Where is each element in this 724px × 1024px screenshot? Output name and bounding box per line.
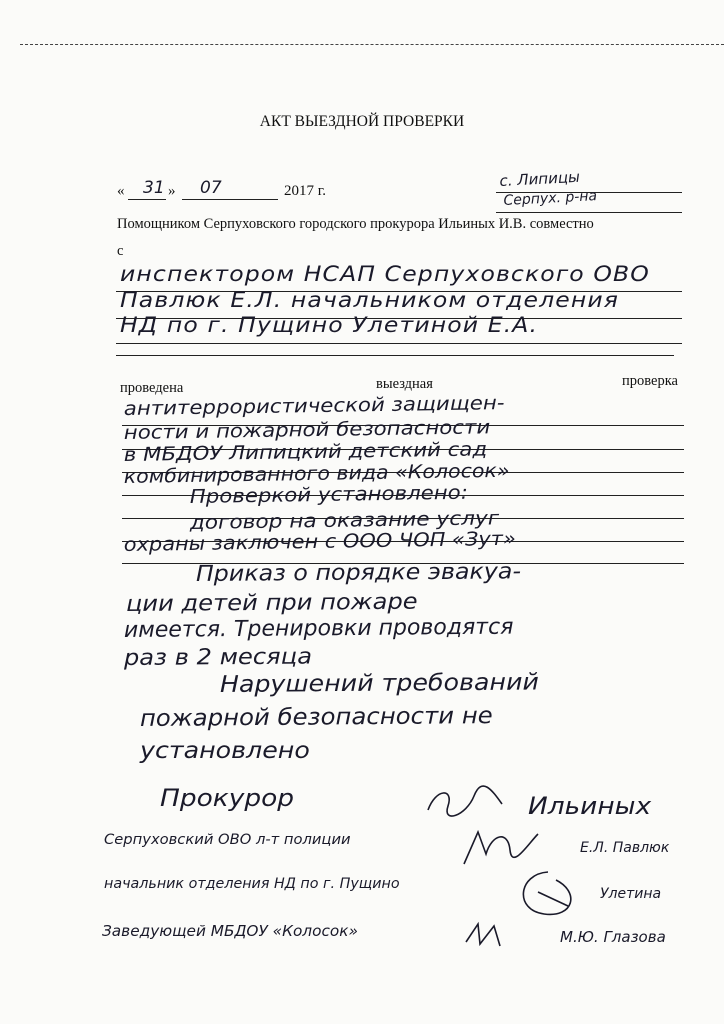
- date-day: 31: [143, 178, 165, 198]
- signature-4-role: Заведующей МБДОУ «Колосок»: [102, 922, 358, 940]
- signature-1-role: Прокурор: [160, 784, 295, 812]
- subject-line-1: антитеррористической защищен-: [123, 392, 505, 420]
- place-line-2: Серпух. р-на: [503, 188, 598, 209]
- subject-line-3: в МБДОУ Липицкий детский сад: [123, 438, 488, 466]
- conclusion-line-3: установлено: [140, 738, 310, 764]
- date-day-underline: [128, 199, 166, 200]
- signature-3-role: начальник отделения НД по г. Пущино: [104, 876, 400, 892]
- conclusion-line-1: Нарушений требований: [219, 669, 540, 698]
- intro-with: с: [117, 243, 124, 259]
- signature-1-name: Ильиных: [528, 792, 652, 820]
- participants-line-1: инспектором НСАП Серпуховского ОВО: [120, 262, 650, 286]
- subject-line-2: ности и пожарной безопасности: [123, 416, 491, 444]
- date-close-quote: »: [168, 183, 176, 199]
- top-dashed-rule: [20, 44, 724, 45]
- conclusion-line-2: пожарной безопасности не: [139, 703, 493, 732]
- participants-line-3: НД по г. Пущино Улетиной Е.А.: [120, 313, 539, 337]
- place-line-1: с. Липицы: [499, 167, 581, 190]
- signature-4-name: М.Ю. Глазова: [560, 928, 666, 946]
- participants-rule-3: [116, 343, 682, 344]
- signature-4-scribble-icon: [460, 918, 530, 952]
- signature-1-scribble-icon: [418, 782, 508, 822]
- findings-line-2: ции детей при пожаре: [125, 589, 418, 617]
- date-open-quote: «: [117, 183, 125, 199]
- place-underline-2: [496, 212, 682, 213]
- conducted-word-1: проведена: [120, 380, 184, 396]
- subject-line-5: Проверкой установлено:: [189, 481, 469, 508]
- document-title: АКТ ВЫЕЗДНОЙ ПРОВЕРКИ: [259, 113, 465, 130]
- signature-3-scribble-icon: [508, 862, 588, 922]
- signature-3-name: Улетина: [600, 886, 662, 902]
- subject-line-4: комбинированного вида «Колосок»: [123, 459, 510, 488]
- conducted-word-3: проверка: [622, 373, 678, 389]
- subject-line-7: охраны заключен с ООО ЧОП «Зут»: [123, 527, 517, 556]
- participants-rule-4: [116, 355, 674, 356]
- date-month: 07: [200, 178, 222, 198]
- date-year: 2017 г.: [284, 183, 326, 199]
- findings-line-3: имеется. Тренировки проводятся: [123, 614, 514, 643]
- signature-2-name: Е.Л. Павлюк: [580, 840, 670, 856]
- findings-line-4: раз в 2 месяца: [123, 644, 313, 671]
- signature-2-role: Серпуховский ОВО л-т полиции: [104, 832, 351, 848]
- findings-line-1: Приказ о порядке эвакуа-: [195, 559, 522, 587]
- participants-line-2: Павлюк Е.Л. начальником отделения: [120, 288, 620, 312]
- intro-text: Помощником Серпуховского городского прокурора Ильиных И.В. совместно: [117, 216, 594, 232]
- subject-line-6: договор на оказание услуг: [189, 507, 500, 534]
- conducted-word-2: выездная: [376, 376, 433, 392]
- date-month-underline: [182, 199, 278, 200]
